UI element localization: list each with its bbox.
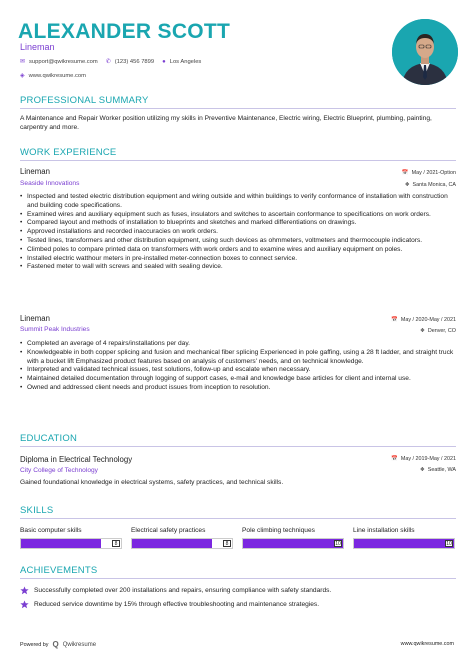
list-item: • Inspected and tested electric distribution equipment and wiring outside and within buildings to verify conformance of installation with construction and building code specifications. [20, 193, 458, 211]
footer-url[interactable]: www.qwikresume.com [400, 641, 454, 647]
job-1-bullets [20, 193, 458, 272]
list-item: • Interpreted and validated technical issues, test solutions, follow-up and escalate when necessary. [20, 366, 458, 375]
list-item: • Maintained detailed documentation through logging of support cases, e-mail and knowledge base articles for client and internal use. [20, 375, 458, 384]
calendar-icon: 📅 [401, 170, 409, 176]
job-2-location [420, 328, 456, 334]
location-text: Los Angeles [169, 58, 202, 65]
education-heading: EDUCATION [20, 433, 78, 444]
education-degree: Diploma in Electrical Technology [20, 455, 133, 464]
website-text: www.qwikresume.com [28, 72, 86, 79]
calendar-icon: 📅 [391, 317, 398, 323]
star-badge-icon [20, 600, 29, 609]
calendar-icon: 📅 [391, 456, 398, 462]
skill-label: Line installation skills [353, 527, 415, 534]
job-2-company: Summit Peak Industries [20, 326, 90, 333]
experience-divider [20, 160, 456, 161]
star-badge-icon [20, 586, 29, 595]
job-1-location [405, 182, 456, 188]
job-2-bullets [20, 340, 458, 393]
education-location [420, 467, 456, 473]
education-divider [20, 446, 456, 447]
list-item: • Fastened meter to wall with screws and sealed with sealing device. [20, 263, 458, 272]
avatar-icon [392, 19, 458, 85]
pin-icon: ❖ [419, 467, 425, 473]
skill-bar-fill [354, 539, 454, 548]
skill-basic-computer [20, 527, 122, 549]
skill-bar-fill [243, 539, 343, 548]
email-text: support@qwikresume.com [29, 58, 98, 65]
profile-photo [392, 19, 458, 85]
job-2-date-text: May / 2020-May / 2021 [400, 317, 456, 323]
skill-bar [20, 538, 122, 549]
brand-text[interactable]: Qwikresume [62, 641, 97, 648]
qwikresume-logo-icon: Q [52, 640, 59, 649]
list-item: • Tested lines, transformers and other distribution equipment, using such devices as ohmmeters, voltmeters and thermocouple indicators. [20, 237, 458, 246]
job-2-title: Lineman [20, 314, 50, 323]
skill-label: Electrical safety practices [131, 527, 206, 534]
achievement-text: Reduced service downtime by 15% through effective troubleshooting and maintenance strategies. [34, 601, 320, 608]
globe-icon: ◈ [20, 73, 25, 79]
website-item[interactable] [20, 72, 86, 79]
candidate-name: ALEXANDER SCOTT [18, 20, 231, 43]
footer-powered-by [20, 640, 96, 649]
skill-level: 8 [112, 540, 120, 547]
location-pin-icon: ● [162, 58, 166, 65]
summary-heading: PROFESSIONAL SUMMARY [20, 95, 149, 106]
list-item: • Approved installations and recorded inaccuracies on work orders. [20, 228, 458, 237]
skill-pole-climbing [242, 527, 344, 549]
achievement-item [20, 600, 319, 609]
job-1-date-text: May / 2021-Option [411, 170, 456, 176]
list-item: • Climbed poles to compare printed data on transformers with work orders and to examine wires and auxiliary equipment on poles. [20, 246, 458, 255]
achievements-divider [20, 578, 456, 579]
skill-line-installation [353, 527, 455, 549]
job-1-company: Seaside Innovations [20, 180, 80, 187]
skill-label: Pole climbing techniques [242, 527, 315, 534]
skill-electrical-safety [131, 527, 233, 549]
pin-icon: ❖ [404, 182, 410, 188]
achievement-text: Successfully completed over 200 installations and repairs, ensuring compliance with safety standards. [34, 587, 332, 594]
achievement-item [20, 586, 331, 595]
job-1-date [402, 170, 456, 176]
skill-bar-fill [132, 539, 212, 548]
email-icon: ✉ [20, 59, 26, 65]
list-item: • Knowledgeable in both copper splicing and fusion and mechanical fiber splicing Experienced in pole gaffing, using a 28 ft ladder, and straight truck with a bucket lift Emphasized product features based on analysis of customers' needs, and on technical knowledge. [20, 349, 458, 367]
skill-level: 8 [223, 540, 231, 547]
experience-heading: WORK EXPERIENCE [20, 147, 117, 158]
education-date [391, 456, 456, 462]
achievements-heading: ACHIEVEMENTS [20, 565, 98, 576]
phone-text: (123) 456 7899 [114, 58, 155, 65]
education-school: City College of Technology [20, 467, 98, 474]
list-item: • Completed an average of 4 repairs/installations per day. [20, 340, 458, 349]
contact-row [20, 58, 201, 65]
summary-text: A Maintenance and Repair Worker position utilizing my skills in Preventive Maintenance, Electric wiring, Electric Blueprint, plumbing, painting, carpentry and more. [20, 115, 432, 132]
job-1-location-text: Santa Monica, CA [412, 182, 456, 188]
email-item[interactable] [20, 58, 98, 65]
job-2-date [391, 317, 456, 323]
skill-level: 10 [335, 541, 341, 547]
list-item: • Compared layout and methods of installation to blueprints and sketches and marked differentiations on drawings. [20, 219, 458, 228]
skill-label: Basic computer skills [20, 527, 82, 534]
list-item: • Owned and addressed client needs and product issues from inception to resolution. [20, 384, 458, 393]
skill-level: 10 [446, 541, 452, 547]
candidate-role: Lineman [20, 42, 55, 52]
education-location-text: Seattle, WA [427, 467, 456, 473]
skill-bar-fill [21, 539, 101, 548]
summary-divider [20, 108, 456, 109]
education-date-text: May / 2019-May / 2021 [400, 456, 456, 462]
location-item [162, 59, 201, 65]
list-item: • Examined wires and auxiliary equipment such as fuses, insulators and switches to ascertain conformance to specifications on work orders. [20, 211, 458, 220]
skill-bar [242, 538, 344, 549]
pin-icon: ❖ [419, 328, 425, 334]
skill-bar [131, 538, 233, 549]
job-2-location-text: Denver, CO [427, 328, 456, 334]
skills-heading: SKILLS [20, 505, 54, 516]
skills-divider [20, 518, 456, 519]
education-description: Gained foundational knowledge in electrical systems, safety practices, and technical skills. [20, 479, 284, 486]
phone-icon: ✆ [105, 59, 111, 65]
job-1-title: Lineman [20, 167, 50, 176]
skill-bar [353, 538, 455, 549]
phone-item[interactable] [106, 58, 154, 65]
list-item: • Installed electric watthour meters in pre-installed meter-connection boxes to connect service. [20, 255, 458, 264]
powered-by-text: Powered by [20, 641, 49, 648]
